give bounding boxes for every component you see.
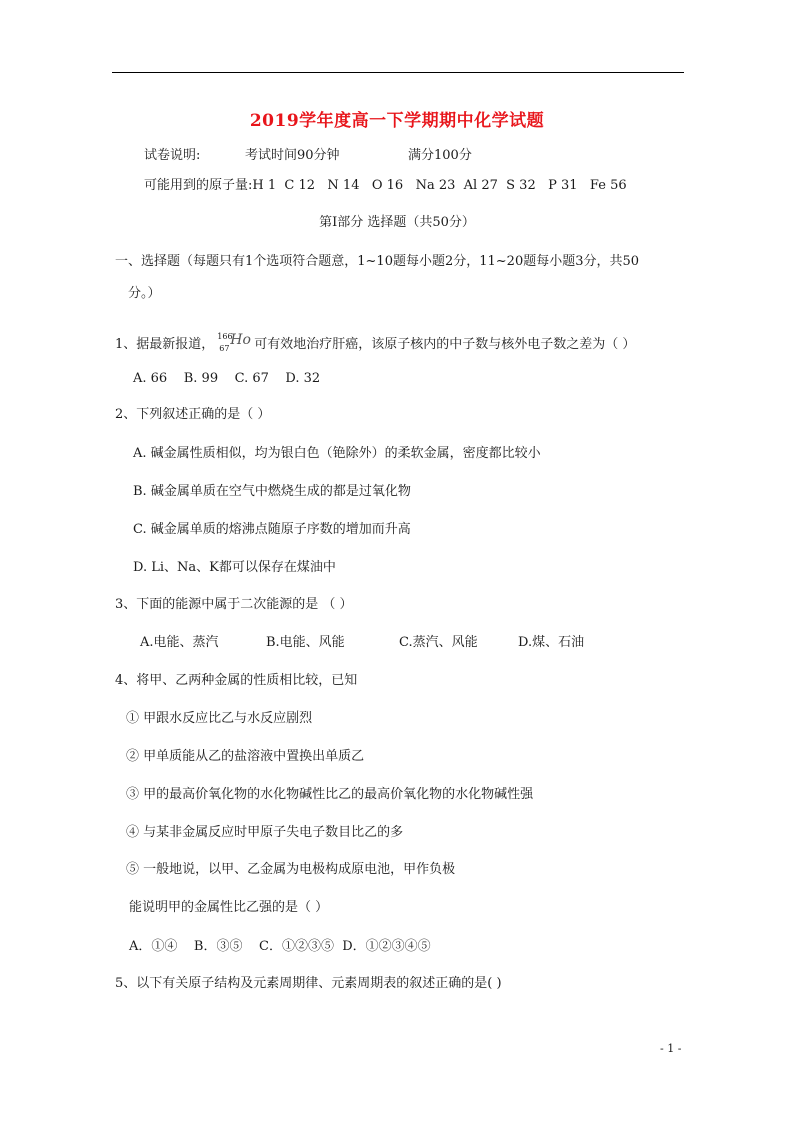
isotope-symbol: Ho — [230, 332, 251, 348]
q1-prefix: 1、据最新报道， — [115, 337, 215, 352]
q2-option-a: A. 碱金属性质相似，均为银白色（铯除外）的柔软金属，密度都比较小 — [133, 446, 541, 461]
q3-option-b: B.电能、风能 — [266, 635, 345, 650]
atomic-mass-line — [144, 178, 627, 194]
q4-condition-4: ④ 与某非金属反应时甲原子失电子数目比乙的多 — [126, 825, 404, 840]
q3-option-d: D.煤、石油 — [518, 635, 585, 650]
q4-condition-5: ⑤ 一般地说，以甲、乙金属为电极构成原电池，甲作负极 — [126, 862, 456, 877]
isotope-ho-166 — [216, 332, 252, 354]
isotope-mass-number: 166 — [217, 332, 233, 341]
question-5-stem: 5、以下有关原子结构及元素周期律、元素周期表的叙述正确的是( ) — [115, 976, 502, 991]
exam-title: 2019学年度高一下学期期中化学试题 — [249, 111, 545, 131]
instructions-line2: 分。） — [128, 286, 161, 301]
atomic-mass-label: 可能用到的原子量: — [144, 178, 253, 193]
q4-condition-1: ① 甲跟水反应比乙与水反应剧烈 — [126, 711, 313, 726]
section-title: 第I部分 选择题（共50分） — [319, 215, 475, 230]
question-4-stem: 4、将甲、乙两种金属的性质相比较，已知 — [115, 673, 358, 688]
question-2-stem: 2、下列叙述正确的是（ ） — [115, 407, 271, 422]
exam-score: 满分100分 — [408, 148, 472, 163]
exam-time: 考试时间90分钟 — [245, 148, 340, 163]
q1-suffix: 可有效地治疗肝癌，该原子核内的中子数与核外电子数之差为（ ） — [254, 337, 636, 352]
q3-option-c: C.蒸汽、风能 — [399, 635, 478, 650]
instructions-line1: 一、选择题（每题只有1个选项符合题意，1~10题每小题2分，11~20题每小题3分，共50 — [115, 254, 640, 269]
header-rule — [112, 72, 684, 73]
page-number: - 1 - — [660, 1042, 682, 1055]
isotope-atomic-number: 67 — [219, 344, 230, 353]
q3-option-a: A.电能、蒸汽 — [140, 635, 219, 650]
q4-options: A．①④ B．③⑤ C．①②③⑤ D．①②③④⑤ — [129, 939, 431, 954]
question-1 — [115, 332, 635, 354]
q4-condition-3: ③ 甲的最高价氧化物的水化物碱性比乙的最高价氧化物的水化物碱性强 — [126, 787, 534, 802]
exam-info-label: 试卷说明: — [144, 148, 201, 163]
q4-condition-2: ② 甲单质能从乙的盐溶液中置换出单质乙 — [126, 749, 365, 764]
q2-option-c: C. 碱金属单质的熔沸点随原子序数的增加而升高 — [133, 522, 411, 537]
q2-option-d: D. Li、Na、K都可以保存在煤油中 — [133, 560, 336, 575]
q1-options: A. 66 B. 99 C. 67 D. 32 — [133, 371, 321, 386]
question-3-stem: 3、下面的能源中属于二次能源的是 （ ） — [115, 597, 353, 612]
q2-option-b: B. 碱金属单质在空气中燃烧生成的都是过氧化物 — [133, 484, 411, 499]
atomic-mass-values: H 1 C 12 N 14 O 16 Na 23 Al 27 S 32 P 31 Fe 56 — [252, 178, 627, 193]
q4-question: 能说明甲的金属性比乙强的是（ ） — [129, 900, 329, 915]
